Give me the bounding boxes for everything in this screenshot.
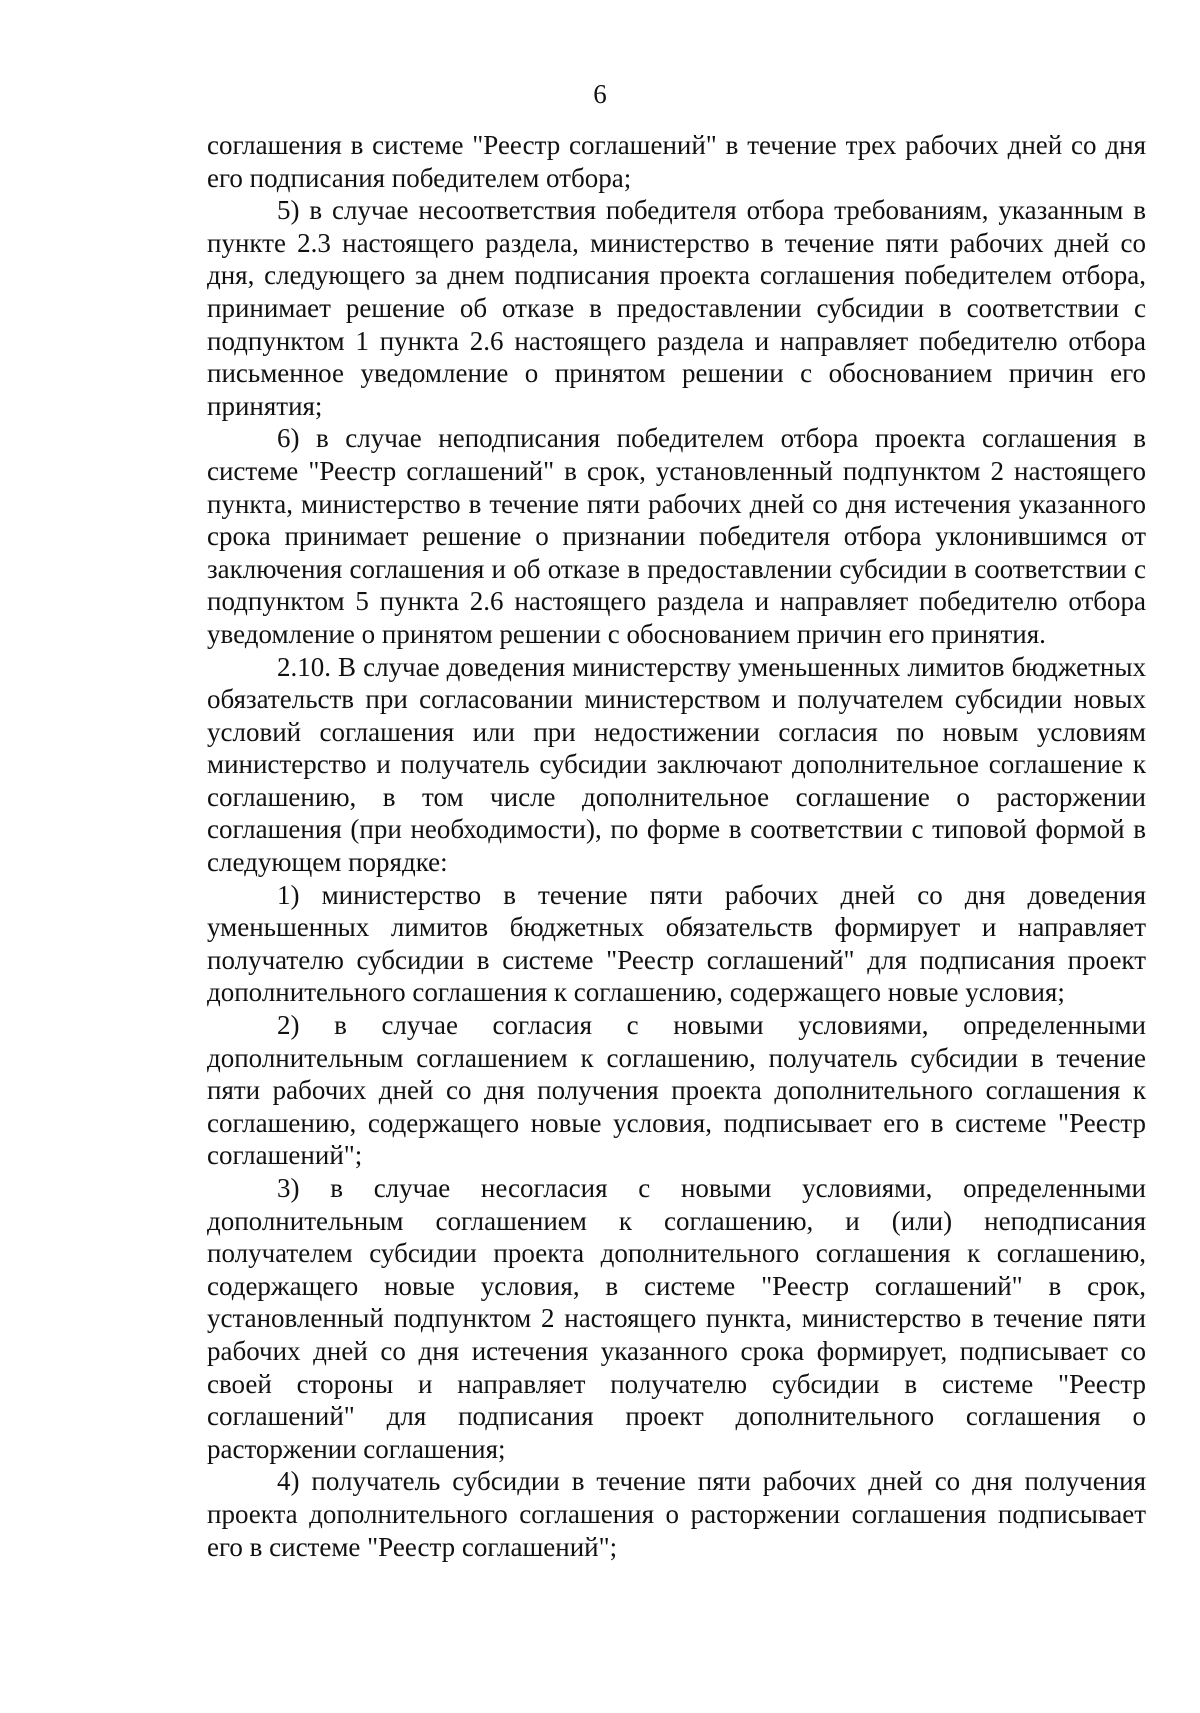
paragraph-section-2-10: 2.10. В случае доведения министерству уменьшенных лимитов бюджетных обязательств при согласовании министерством и получателем субсидии новых условий соглашения или при недостижении согласия по новым условиям министерство и получатель субсидии заключают дополнительное соглашение к соглашению, в том числе дополнительное соглашение о расторжении соглашения (при необходимости), по форме в соответствии с типовой формой в следующем порядке: (207, 651, 1146, 878)
paragraph-item-6: 6) в случае неподписания победителем отбора проекта соглашения в системе "Реестр соглашений" в срок, установленный подпунктом 2 настоящего пункта, министерство в течение пяти рабочих дней со дня истечения указанного срока принимает решение о признании победителя отбора уклонившимся от заключения соглашения и об отказе в предоставлении субсидии в соответствии с подпунктом 5 пункта 2.6 настоящего раздела и направляет победителю отбора уведомление о принятом решении с обоснованием причин его принятия. (207, 423, 1146, 649)
paragraph-subitem-2: 2) в случае согласия с новыми условиями, определенными дополнительным соглашением к соглашению, получатель субсидии в течение пяти рабочих дней со дня получения проекта дополнительного соглашения к соглашению, содержащего новые условия, подписывает его в системе "Реестр соглашений"; (207, 1010, 1146, 1171)
document-body (207, 129, 1146, 1563)
paragraph-subitem-3: 3) в случае несогласия с новыми условиями, определенными дополнительным соглашением к соглашению, и (или) неподписания получателем субсидии проекта дополнительного соглашения к соглашению, содержащего новые условия, в системе "Реестр соглашений" в срок, установленный подпунктом 2 настоящего пункта, министерство в течение пяти рабочих дней со дня истечения указанного срока формирует, подписывает со своей стороны и направляет получателю субсидии в системе "Реестр соглашений" для подписания проект дополнительного соглашения о расторжении соглашения; (207, 1173, 1146, 1464)
page-number: 6 (593, 79, 607, 109)
paragraph-continuation: соглашения в системе "Реестр соглашений" в течение трех рабочих дней со дня его подписания победителем отбора; (207, 130, 1146, 193)
paragraph-item-5: 5) в случае несоответствия победителя отбора требованиям, указанным в пункте 2.3 настоящего раздела, министерство в течение пяти рабочих дней со дня, следующего за днем подписания проекта соглашения победителем отбора, принимает решение об отказе в предоставлении субсидии в соответствии с подпунктом 1 пункта 2.6 настоящего раздела и направляет победителю отбора письменное уведомление о принятом решении с обоснованием причин его принятия; (207, 195, 1146, 421)
paragraph-subitem-4: 4) получатель субсидии в течение пяти рабочих дней со дня получения проекта дополнительного соглашения о расторжении соглашения подписывает его в системе "Реестр соглашений"; (207, 1466, 1146, 1562)
paragraph-subitem-1: 1) министерство в течение пяти рабочих дней со дня доведения уменьшенных лимитов бюджетных обязательств формирует и направляет получателю субсидии в системе "Реестр соглашений" для подписания проект дополнительного соглашения к соглашению, содержащего новые условия; (207, 879, 1146, 1008)
